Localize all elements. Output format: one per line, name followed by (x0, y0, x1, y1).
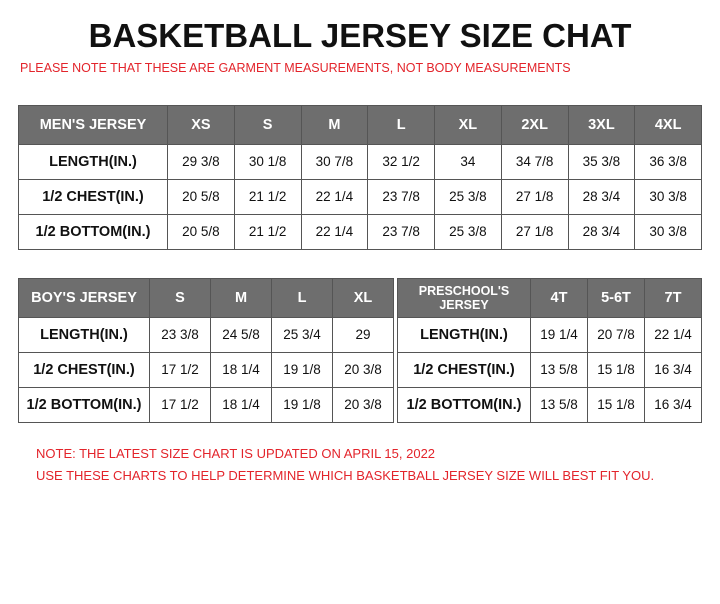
cell: 20 5/8 (168, 179, 235, 214)
cell: 17 1/2 (150, 352, 211, 387)
cell: 30 7/8 (301, 144, 368, 179)
boys-row-label-chest: 1/2 CHEST(IN.) (19, 352, 150, 387)
table-header-row (19, 278, 394, 317)
mens-row-label-length: LENGTH(IN.) (19, 144, 168, 179)
table-row (19, 352, 394, 387)
mens-col-xs: XS (168, 105, 235, 144)
boys-col-l: L (272, 278, 333, 317)
boys-table-title: BOY'S JERSEY (19, 278, 150, 317)
cell: 20 5/8 (168, 214, 235, 249)
cell: 27 1/8 (501, 179, 568, 214)
mens-col-xl: XL (435, 105, 502, 144)
cell: 29 3/8 (168, 144, 235, 179)
preschool-col-4t: 4T (531, 278, 588, 317)
boys-col-xl: XL (333, 278, 394, 317)
cell: 23 7/8 (368, 179, 435, 214)
cell: 29 (333, 317, 394, 352)
cell: 13 5/8 (531, 387, 588, 422)
cell: 27 1/8 (501, 214, 568, 249)
table-row (19, 144, 702, 179)
table-row (19, 214, 702, 249)
cell: 30 3/8 (635, 214, 702, 249)
table-row (19, 387, 394, 422)
preschool-jersey-table (397, 278, 702, 423)
table-header-row (398, 278, 702, 317)
preschool-table-title: PRESCHOOL'S JERSEY (398, 278, 531, 317)
cell: 25 3/8 (435, 179, 502, 214)
cell: 28 3/4 (568, 179, 635, 214)
cell: 30 3/8 (635, 179, 702, 214)
bottom-note-1: NOTE: THE LATEST SIZE CHART IS UPDATED ON APRIL 15, 2022 (36, 445, 436, 461)
cell: 34 (435, 144, 502, 179)
cell: 36 3/8 (635, 144, 702, 179)
preschool-row-label-length: LENGTH(IN.) (398, 317, 531, 352)
mens-col-m: M (301, 105, 368, 144)
mens-row-label-chest: 1/2 CHEST(IN.) (19, 179, 168, 214)
cell: 13 5/8 (531, 352, 588, 387)
cell: 19 1/8 (272, 387, 333, 422)
mens-table-title: MEN'S JERSEY (19, 105, 168, 144)
cell: 19 1/4 (531, 317, 588, 352)
mens-col-3xl: 3XL (568, 105, 635, 144)
preschool-col-5-6t: 5-6T (588, 278, 645, 317)
mens-jersey-table (18, 105, 702, 250)
table-header-row (19, 105, 702, 144)
cell: 18 1/4 (211, 387, 272, 422)
cell: 22 1/4 (645, 317, 702, 352)
bottom-tables-row (18, 278, 702, 423)
boys-row-label-length: LENGTH(IN.) (19, 317, 150, 352)
cell: 17 1/2 (150, 387, 211, 422)
cell: 21 1/2 (234, 179, 301, 214)
cell: 20 3/8 (333, 352, 394, 387)
mens-col-2xl: 2XL (501, 105, 568, 144)
cell: 24 5/8 (211, 317, 272, 352)
cell: 16 3/4 (645, 352, 702, 387)
boys-jersey-table (18, 278, 394, 423)
cell: 16 3/4 (645, 387, 702, 422)
cell: 15 1/8 (588, 387, 645, 422)
table-row (398, 387, 702, 422)
cell: 28 3/4 (568, 214, 635, 249)
bottom-note-2: USE THESE CHARTS TO HELP DETERMINE WHICH BASKETBALL JERSEY SIZE WILL BEST FIT YOU. (36, 468, 655, 484)
table-row (398, 352, 702, 387)
cell: 30 1/8 (234, 144, 301, 179)
cell: 34 7/8 (501, 144, 568, 179)
cell: 25 3/4 (272, 317, 333, 352)
mens-col-l: L (368, 105, 435, 144)
top-note: PLEASE NOTE THAT THESE ARE GARMENT MEASUREMENTS, NOT BODY MEASUREMENTS (20, 60, 571, 75)
cell: 23 3/8 (150, 317, 211, 352)
cell: 15 1/8 (588, 352, 645, 387)
cell: 20 7/8 (588, 317, 645, 352)
cell: 25 3/8 (435, 214, 502, 249)
cell: 21 1/2 (234, 214, 301, 249)
mens-col-4xl: 4XL (635, 105, 702, 144)
cell: 22 1/4 (301, 214, 368, 249)
mens-col-s: S (234, 105, 301, 144)
boys-col-m: M (211, 278, 272, 317)
boys-col-s: S (150, 278, 211, 317)
bottom-notes (36, 443, 702, 489)
page-title: BASKETBALL JERSEY SIZE CHAT (88, 17, 632, 54)
boys-row-label-bottom: 1/2 BOTTOM(IN.) (19, 387, 150, 422)
cell: 23 7/8 (368, 214, 435, 249)
preschool-row-label-chest: 1/2 CHEST(IN.) (398, 352, 531, 387)
mens-row-label-bottom: 1/2 BOTTOM(IN.) (19, 214, 168, 249)
cell: 20 3/8 (333, 387, 394, 422)
mens-table-wrapper (18, 105, 702, 250)
cell: 18 1/4 (211, 352, 272, 387)
cell: 32 1/2 (368, 144, 435, 179)
table-row (398, 317, 702, 352)
cell: 35 3/8 (568, 144, 635, 179)
table-row (19, 317, 394, 352)
table-row (19, 179, 702, 214)
cell: 22 1/4 (301, 179, 368, 214)
cell: 19 1/8 (272, 352, 333, 387)
preschool-row-label-bottom: 1/2 BOTTOM(IN.) (398, 387, 531, 422)
preschool-col-7t: 7T (645, 278, 702, 317)
